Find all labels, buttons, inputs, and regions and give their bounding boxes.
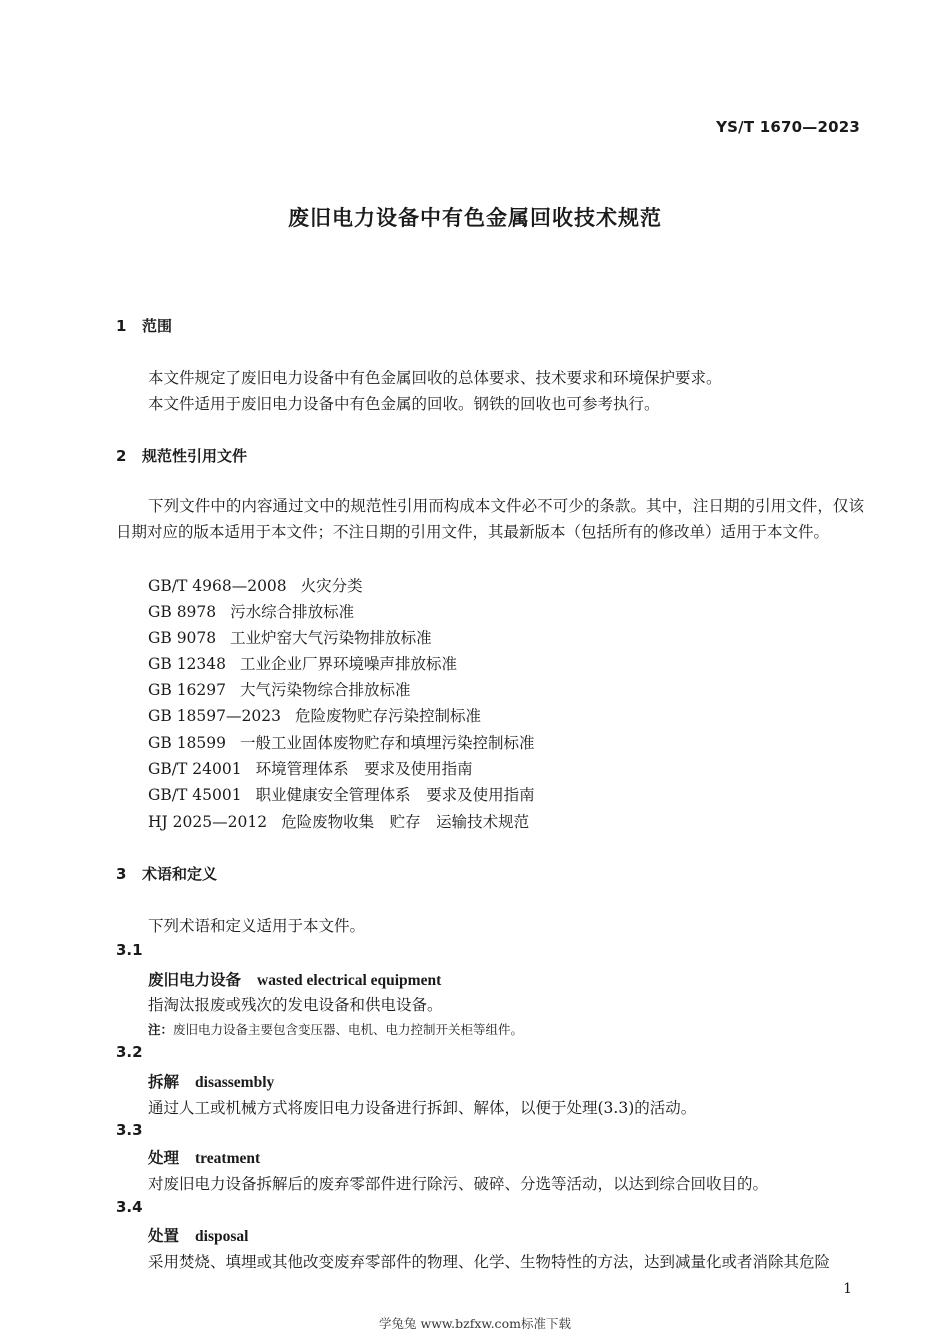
section-1-heading [116, 315, 172, 336]
reference-title: 污水综合排放标准 [230, 603, 355, 621]
reference-title: 职业健康安全管理体系 要求及使用指南 [255, 786, 535, 804]
term-en: wasted electrical equipment [257, 972, 442, 989]
reference-item [148, 704, 481, 726]
reference-code: GB/T 45001 [148, 786, 242, 804]
term-number: 3.2 [116, 1043, 143, 1061]
term-number: 3.4 [116, 1198, 143, 1216]
reference-item [148, 731, 535, 753]
reference-title: 大气污染物综合排放标准 [240, 681, 411, 699]
page-number: 1 [843, 1281, 852, 1297]
term-zh: 处理 [148, 1149, 180, 1167]
references-intro: 下列文件中的内容通过文中的规范性引用而构成本文件必不可少的条款。其中，注日期的引用文件，仅该日期对应的版本适用于本文件；不注日期的引用文件，其最新版本（包括所有的修改单）适用于本文件。 [116, 497, 864, 541]
term-en: disposal [195, 1228, 249, 1245]
term-en: treatment [195, 1150, 261, 1167]
reference-item [148, 574, 363, 596]
reference-code: GB 8978 [148, 603, 217, 621]
note-text: 废旧电力设备主要包含变压器、电机、电力控制开关柜等组件。 [173, 1022, 524, 1037]
footer-watermark: 学兔兔 www.bzfxw.com标准下载 [379, 1316, 571, 1331]
term-zh: 拆解 [148, 1073, 180, 1091]
section-title: 术语和定义 [142, 865, 218, 883]
term-number: 3.1 [116, 941, 143, 959]
reference-title: 火灾分类 [300, 577, 363, 595]
term-heading [148, 968, 441, 990]
reference-code: GB 16297 [148, 681, 227, 699]
reference-item [148, 652, 457, 674]
reference-code: GB/T 4968—2008 [148, 577, 287, 595]
reference-item [148, 783, 535, 805]
term-number: 3.3 [116, 1121, 143, 1139]
scope-line-1: 本文件规定了废旧电力设备中有色金属回收的总体要求、技术要求和环境保护要求。 [148, 369, 722, 387]
reference-code: GB 9078 [148, 629, 217, 647]
section-number: 2 [116, 447, 127, 465]
reference-code: HJ 2025—2012 [148, 813, 268, 831]
term-zh: 废旧电力设备 [148, 971, 242, 989]
term-definition: 通过人工或机械方式将废旧电力设备进行拆卸、解体，以便于处理(3.3)的活动。 [148, 1099, 697, 1117]
term-definition: 指淘汰报废或残次的发电设备和供电设备。 [148, 996, 443, 1014]
term-heading [148, 1070, 274, 1092]
section-2-heading [116, 445, 247, 466]
document-title: 废旧电力设备中有色金属回收技术规范 [288, 206, 662, 230]
term-heading [148, 1146, 260, 1168]
reference-title: 一般工业固体废物贮存和填埋污染控制标准 [240, 734, 535, 752]
reference-item [148, 810, 529, 832]
standard-number: YS/T 1670—2023 [716, 118, 860, 136]
term-note [148, 1020, 523, 1038]
reference-item [148, 678, 411, 700]
term-en: disassembly [195, 1074, 275, 1091]
reference-title: 危险废物贮存污染控制标准 [294, 707, 481, 725]
term-definition: 对废旧电力设备拆解后的废弃零部件进行除污、破碎、分选等活动，以达到综合回收目的。 [148, 1175, 769, 1193]
term-zh: 处置 [148, 1227, 180, 1245]
reference-title: 工业炉窑大气污染物排放标准 [230, 629, 432, 647]
section-number: 1 [116, 317, 127, 335]
term-heading [148, 1224, 248, 1246]
note-label: 注： [148, 1022, 174, 1037]
reference-title: 工业企业厂界环境噪声排放标准 [240, 655, 458, 673]
section-number: 3 [116, 865, 127, 883]
term-definition: 采用焚烧、填埋或其他改变废弃零部件的物理、化学、生物特性的方法，达到减量化或者消除其危险 [148, 1253, 831, 1271]
reference-code: GB 12348 [148, 655, 227, 673]
reference-title: 危险废物收集 贮存 运输技术规范 [281, 813, 530, 831]
reference-item [148, 600, 354, 622]
section-title: 范围 [142, 317, 173, 335]
section-3-heading [116, 863, 217, 884]
reference-item [148, 626, 432, 648]
reference-item [148, 757, 473, 779]
terms-intro: 下列术语和定义适用于本文件。 [148, 917, 366, 935]
reference-title: 环境管理体系 要求及使用指南 [255, 760, 473, 778]
reference-code: GB 18599 [148, 734, 227, 752]
reference-code: GB/T 24001 [148, 760, 242, 778]
reference-code: GB 18597—2023 [148, 707, 281, 725]
section-title: 规范性引用文件 [142, 447, 248, 465]
scope-line-2: 本文件适用于废旧电力设备中有色金属的回收。钢铁的回收也可参考执行。 [148, 395, 660, 413]
